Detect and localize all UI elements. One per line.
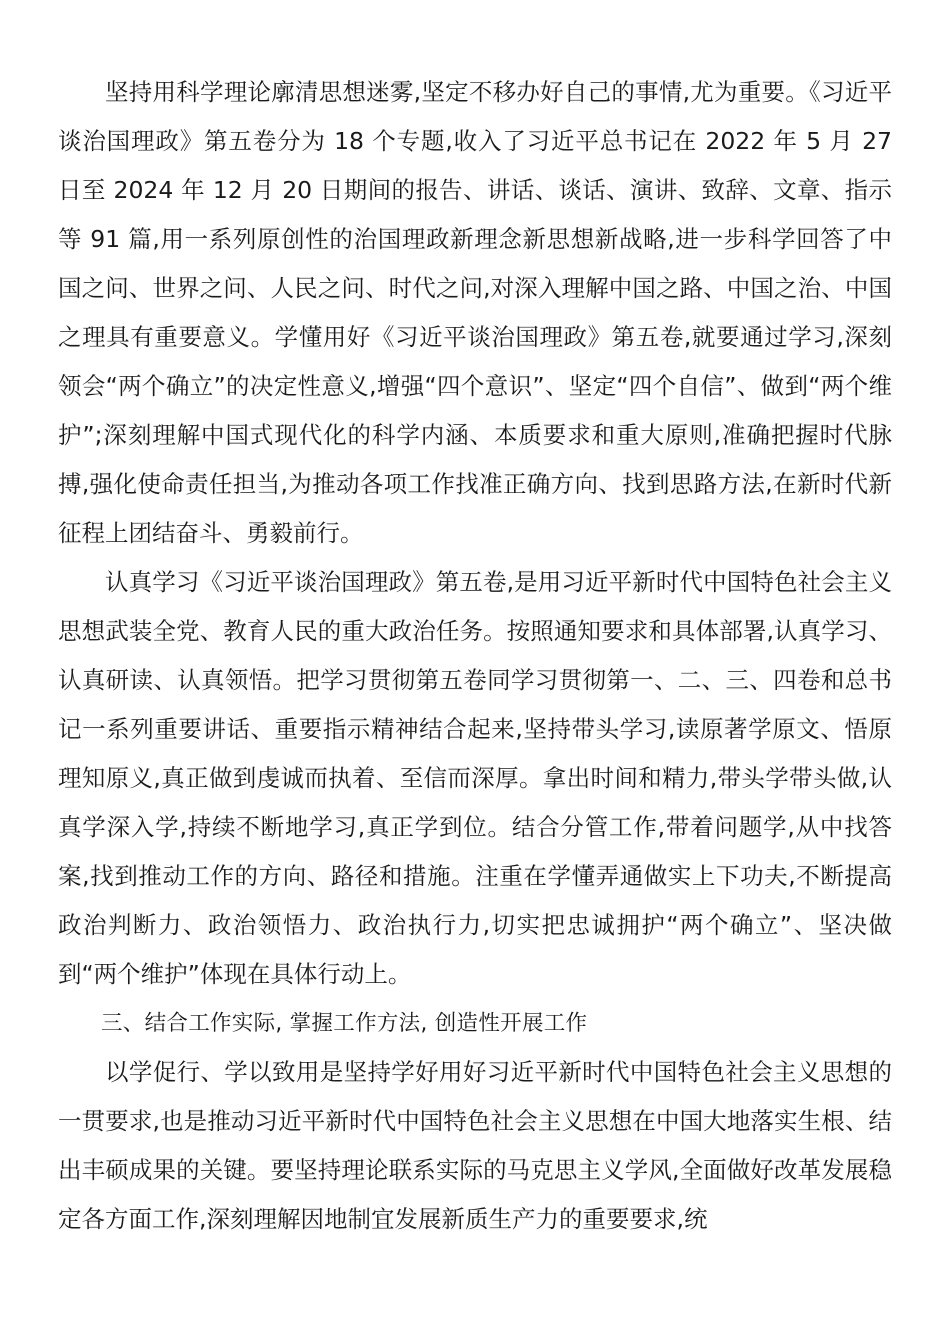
section-heading: 三、结合工作实际, 掌握工作方法, 创造性开展工作 [101,1011,588,1036]
document-body [58,68,892,1244]
paragraph-2: 认真学习《习近平谈治国理政》第五卷,是用习近平新时代中国特色社会主义思想武装全党、教育人民的重大政治任务。按照通知要求和具体部署,认真学习、认真研读、认真领悟。把学习贯彻第五卷同学习贯彻第一、二、三、四卷和总书记一系列重要讲话、重要指示精神结合起来,坚持带头学习,读原著学原文、悟原理知原义,真正做到虔诚而执着、至信而深厚。拿出时间和精力,带头学带头做,认真学深入学,持续不断地学习,真正学到位。结合分管工作,带着问题学,从中找答案,找到推动工作的方向、路径和措施。注重在学懂弄通做实上下功夫,不断提高政治判断力、政治领悟力、政治执行力,切实把忠诚拥护“两个确立”、坚决做到“两个维护”体现在具体行动上。 [58,568,892,988]
paragraph-1: 坚持用科学理论廓清思想迷雾,坚定不移办好自己的事情,尤为重要。《习近平谈治国理政》第五卷分为 18 个专题,收入了习近平总书记在 2022 年 5 月 27 日至 2024 年 12 月 20 日期间的报告、讲话、谈话、演讲、致辞、文章、指示等 91 篇,用一系列原创性的治国理政新理念新思想新战略,进一步科学回答了中国之问、世界之问、人民之问、时代之问,对深入理解中国之路、中国之治、中国之理具有重要意义。学懂用好《习近平谈治国理政》第五卷,就要通过学习,深刻领会“两个确立”的决定性意义,增强“四个意识”、坚定“四个自信”、做到“两个维护”;深刻理解中国式现代化的科学内涵、本质要求和重大原则,准确把握时代脉搏,强化使命责任担当,为推动各项工作找准正确方向、找到思路方法,在新时代新征程上团结奋斗、勇毅前行。 [58,78,892,547]
paragraph-3: 以学促行、学以致用是坚持学好用好习近平新时代中国特色社会主义思想的一贯要求,也是推动习近平新时代中国特色社会主义思想在中国大地落实生根、结出丰硕成果的关键。要坚持理论联系实际的马克思主义学风,全面做好改革发展稳定各方面工作,深刻理解因地制宜发展新质生产力的重要要求,统 [58,1058,892,1233]
